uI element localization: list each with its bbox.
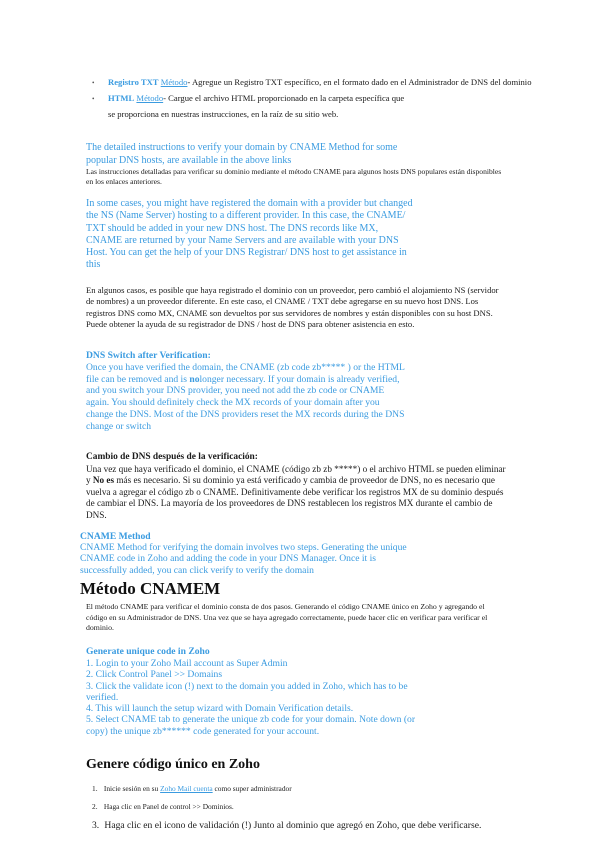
genere-codigo-heading: Genere código único en Zoho	[86, 757, 260, 772]
en-generate-heading: Generate unique code in Zoho	[86, 646, 210, 657]
list-item: 2. Haga clic en Panel de control >> Dominios.	[92, 802, 234, 811]
bullet-text-continued: se proporciona en nuestras instrucciones, en la raíz de su sitio web.	[108, 109, 339, 119]
list-item: 1. Login to your Zoho Mail account as Super Admin	[86, 658, 288, 669]
list-item: 5. Select CNAME tab to generate the unique zb code for your domain. Note down (or copy) the unique zb****** code generated for your account.	[86, 714, 416, 737]
en-detailed-instructions: The detailed instructions to verify your domain by CNAME Method for some popular DNS hosts, are available in the above links	[86, 142, 398, 166]
en-ns-cases: In some cases, you might have registered the domain with a provider but changed the NS (Name Server) hosting to a different provider. In this case, the CNAME/ TXT should be added in your new DNS host. The DNS records like MX, CNAME are returned by your Name Servers and are available with your DNS Host. You can get the help of your DNS Registrar/ DNS host to get assistance in this	[86, 198, 413, 271]
list-item	[92, 92, 532, 120]
method-bullet-list	[92, 76, 532, 123]
en-cname-body: CNAME Method for verifying the domain involves two steps. Generating the unique CNAME code in Zoho and adding the code in your DNS Manager. Once it is successfully added, you can click verify to verify the domain	[80, 542, 407, 576]
list-item: 3. Haga clic en el icono de validación (!) Junto al dominio que agregó en Zoho, que debe verificarse.	[92, 820, 482, 831]
list-item: 4. This will launch the setup wizard with Domain Verification details.	[86, 703, 354, 715]
bullet-text: - Cargue el archivo HTML proporcionado en la carpeta específica que	[163, 93, 405, 103]
es-ns-cases: En algunos casos, es posible que haya registrado el dominio con un proveedor, pero cambió el alojamiento NS (servidor de nombres) a un proveedor diferente. En este caso, el CNAME / TXT debe agregarse en su nuevo host DNS. Los registros DNS como MX, CNAME son devueltos por sus servidores de nombres y están disponibles con su host DNS. Puede obtener la ayuda de su registrador de DNS / host de DNS para obtener asistencia en esto.	[86, 285, 499, 329]
en-dns-switch-body: Once you have verified the domain, the CNAME (zb code zb***** ) or the HTML file can be removed and is nolonger necessary. If your domain is already verified, and you switch your DNS provider, you need not add the zb code or CNAME again. You should definitely check the MX records of your domain after you change the DNS. Most of the DNS providers reset the MX records during the DNS change or switch	[86, 362, 405, 432]
method-link[interactable]: Método	[160, 77, 188, 87]
bullet-icon: •	[92, 79, 95, 87]
method-link[interactable]: Método	[136, 93, 164, 103]
en-dns-switch-heading: DNS Switch after Verification:	[86, 350, 211, 361]
es-detailed-instructions: Las instrucciones detalladas para verificar su dominio mediante el método CNAME para algunos hosts DNS populares están disponibles en los enlaces anteriores.	[86, 167, 502, 186]
list-item: 3. Click the validate icon (!) next to the domain you added in Zoho, which has to be verified.	[86, 680, 408, 703]
es-dns-switch-heading: Cambio de DNS después de la verificación:	[86, 452, 258, 462]
bullet-icon: •	[92, 95, 95, 103]
metodo-cname-heading: Método CNAMEM	[80, 579, 221, 598]
es-dns-switch-body: Una vez que haya verificado el dominio, el CNAME (código zb zb *****) o el archivo HTML se pueden eliminar y No es más es necesario. Si su dominio ya está verificado y cambia de proveedor de DNS, no es necesario que vuelva a agregar el código zb o CNAME. Definitivamente debe verificar los registros MX de su dominio después de cambiar el DNS. La mayoría de los proveedores de DNS restablecen los registros MX durante el cambio de DNS.	[86, 464, 506, 520]
en-cname-heading: CNAME Method	[80, 531, 151, 542]
zoho-mail-link[interactable]: Zoho Mail cuenta	[160, 784, 213, 793]
list-item: 1. Inicie sesión en su Zoho Mail cuenta como super administrador	[92, 784, 292, 793]
bullet-title: Registro TXT	[108, 77, 159, 87]
bullet-title: HTML	[108, 93, 135, 103]
en-generate-steps	[86, 658, 416, 737]
list-item	[92, 76, 532, 89]
list-item: 2. Click Control Panel >> Domains	[86, 669, 223, 681]
es-metodo-body: El método CNAME para verificar el dominio consta de dos pasos. Generando el código CNAME único en Zoho y agregando el código en su Administrador de DNS. Una vez que se haya agregado correctamente, puede hacer clic en verificar para verificar el dominio.	[86, 602, 488, 633]
bullet-text: - Agregue un Registro TXT específico, en el formato dado en el Administrador de DNS del dominio	[187, 77, 532, 87]
